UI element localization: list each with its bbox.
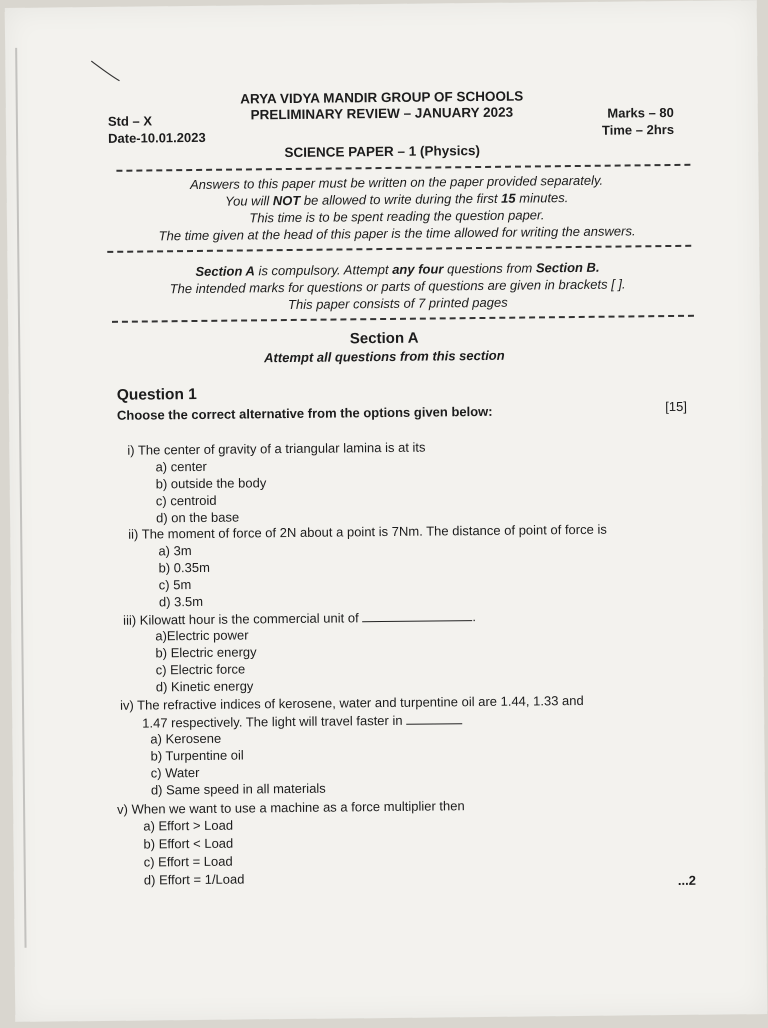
question-marks: [15]	[665, 398, 687, 415]
option: d) Same speed in all materials	[150, 780, 326, 798]
binding-shadow	[15, 48, 26, 948]
option: a)Electric power	[155, 627, 249, 644]
option: a) Effort > Load	[143, 817, 234, 834]
option: c) Electric force	[155, 661, 246, 678]
option: d) 3.5m	[158, 593, 204, 610]
standard: Std – X	[107, 113, 153, 129]
question-title: Question 1	[116, 385, 197, 404]
exam-name: PRELIMINARY REVIEW – JANUARY 2023	[250, 104, 514, 123]
divider	[107, 245, 691, 253]
option: b) outside the body	[155, 475, 267, 492]
option: b) Turpentine oil	[150, 747, 244, 764]
option: a) 3m	[158, 543, 192, 559]
instruction-line: This time is to be spent reading the question paper.	[249, 207, 545, 226]
total-marks: Marks – 80	[607, 104, 674, 121]
exam-date: Date-10.01.2023	[108, 129, 206, 146]
section-info-line: The intended marks for questions or parts of questions are given in brackets [ ].	[169, 276, 626, 297]
question-item: iii) Kilowatt hour is the commercial unit of .	[123, 609, 476, 628]
question-item: v) When we want to use a machine as a force multiplier then	[117, 798, 465, 817]
pen-mark-icon	[89, 57, 129, 87]
instructions	[96, 171, 697, 245]
divider	[116, 164, 690, 172]
question-item: iv) The refractive indices of kerosene, water and turpentine oil are 1.44, 1.33 and	[119, 692, 584, 713]
option: c) Water	[150, 764, 200, 781]
section-title: Section A	[349, 329, 419, 348]
instruction-line: You will NOT be allowed to write during the first 15 minutes.	[225, 190, 569, 209]
section-subtitle: Attempt all questions from this section	[264, 347, 505, 366]
divider	[112, 315, 694, 323]
answer-blank	[406, 711, 462, 725]
exam-page	[5, 0, 768, 1022]
question-item: i) The center of gravity of a triangular lamina is at its	[127, 439, 426, 458]
paper-title: SCIENCE PAPER – 1 (Physics)	[284, 142, 481, 161]
option: c) centroid	[155, 492, 217, 509]
option: d) on the base	[155, 509, 240, 526]
question-item: ii) The moment of force of 2N about a point is 7Nm. The distance of point of force is	[128, 521, 607, 542]
option: b) Effort < Load	[143, 835, 234, 852]
section-info-line: This paper consists of 7 printed pages	[287, 294, 508, 313]
option: b) Electric energy	[155, 644, 257, 661]
instruction-line: Answers to this paper must be written on the paper provided separately.	[189, 172, 604, 193]
option: a) Kerosene	[150, 730, 222, 747]
option: d) Kinetic energy	[155, 678, 254, 695]
exam-duration: Time – 2hrs	[601, 121, 675, 138]
page-continue: ...2	[677, 872, 696, 888]
question-instruction: Choose the correct alternative from the options given below:	[116, 403, 493, 423]
instruction-line: The time given at the head of this paper is the time allowed for writing the answers.	[158, 223, 636, 244]
answer-blank	[362, 608, 472, 622]
question-item-cont: 1.47 respectively. The light will travel faster in	[142, 711, 462, 731]
option: c) Effort = Load	[143, 853, 233, 870]
option: c) 5m	[158, 577, 192, 593]
option: a) center	[155, 458, 207, 475]
option: b) 0.35m	[158, 559, 210, 576]
school-name: ARYA VIDYA MANDIR GROUP OF SCHOOLS	[240, 88, 524, 107]
option: d) Effort = 1/Load	[143, 871, 245, 888]
section-info	[97, 258, 698, 315]
section-info-line: Section A is compulsory. Attempt any four questions from Section B.	[195, 259, 600, 279]
